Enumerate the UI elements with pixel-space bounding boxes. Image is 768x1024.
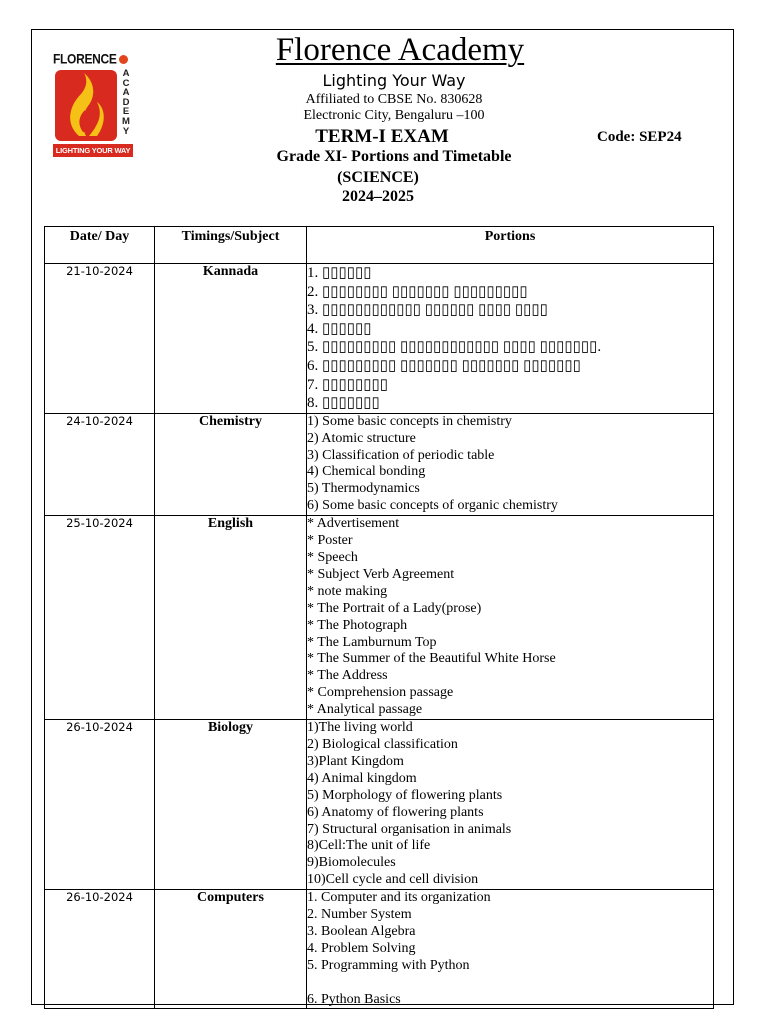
row-portions <box>307 413 714 515</box>
portion-item: * The Address <box>307 668 388 684</box>
logo-wordmark: FLORENCE <box>53 51 117 68</box>
portion-item: 5) Morphology of flowering plants <box>307 787 503 803</box>
logo-band: LIGHTING YOUR WAY <box>53 144 133 157</box>
portion-item: 2. ▯▯▯▯▯▯▯▯ ▯▯▯▯▯▯▯ ▯▯▯▯▯▯▯▯▯ <box>307 283 528 300</box>
portion-item: * Speech <box>307 550 358 565</box>
table-row <box>45 413 714 515</box>
portion-item: * The Photograph <box>307 617 408 633</box>
portion-item: 6. ▯▯▯▯▯▯▯▯▯ ▯▯▯▯▯▯▯ ▯▯▯▯▯▯▯ ▯▯▯▯▯▯▯ <box>307 357 581 374</box>
portion-item: * Poster <box>307 533 353 549</box>
portion-item: 7. ▯▯▯▯▯▯▯▯ <box>307 376 389 393</box>
logo-letter: M <box>122 115 130 127</box>
row-date: 26-10-2024 <box>45 720 155 890</box>
row-date: 24-10-2024 <box>45 413 155 515</box>
logo-letter: D <box>122 96 130 108</box>
portion-blank-line <box>307 975 713 992</box>
portion-item: 3) Classification of periodic table <box>307 447 495 463</box>
header-subject: Timings/Subject <box>155 227 307 264</box>
portion-item: * The Lamburnum Top <box>307 634 437 650</box>
portion-item: 9)Biomolecules <box>307 855 396 871</box>
portion-item: 8. ▯▯▯▯▯▯▯ <box>307 395 380 412</box>
table-row <box>45 720 714 890</box>
logo-letter: C <box>122 77 130 89</box>
portion-item: 4. ▯▯▯▯▯▯ <box>307 320 372 337</box>
logo-letter: A <box>122 87 130 99</box>
portion-item: 6) Anatomy of flowering plants <box>307 804 484 820</box>
row-portions <box>307 516 714 720</box>
exam-code: Code: SEP24 <box>597 129 682 145</box>
row-portions <box>307 720 714 890</box>
portion-item: 2) Atomic structure <box>307 430 416 446</box>
portion-item: 2. Number System <box>307 907 412 923</box>
portion-item: * Subject Verb Agreement <box>307 566 455 582</box>
portion-item: * The Portrait of a Lady(prose) <box>307 600 482 616</box>
portion-item: 1. Computer and its organization <box>307 890 491 906</box>
header-date: Date/ Day <box>45 227 155 264</box>
portion-item: 7) Structural organisation in animals <box>307 821 512 837</box>
portion-item: 4) Animal kingdom <box>307 770 417 786</box>
exam-title: TERM-I EXAM <box>315 126 449 147</box>
row-subject: Biology <box>155 720 307 890</box>
row-subject: Computers <box>155 890 307 1009</box>
portion-item: 1) Some basic concepts in chemistry <box>307 413 512 429</box>
portion-item: * Analytical passage <box>307 702 423 718</box>
row-portions <box>307 890 714 1009</box>
portion-item: 5) Thermodynamics <box>307 481 420 497</box>
portion-item: 5. Programming with Python <box>307 957 470 973</box>
portion-item: 6) Some basic concepts of organic chemistry <box>307 498 558 514</box>
table-row <box>45 516 714 720</box>
row-subject: English <box>155 516 307 720</box>
header-portions: Portions <box>307 227 714 264</box>
stream-line: (SCIENCE) <box>337 169 419 186</box>
logo-letter: E <box>122 106 130 118</box>
school-name: Florence Academy <box>275 32 525 68</box>
logo-letter: A <box>122 68 130 79</box>
portion-item: 8)Cell:The unit of life <box>307 838 431 854</box>
table-row <box>45 264 714 414</box>
table-header-row <box>45 227 714 264</box>
row-portions <box>307 264 714 414</box>
portion-item: 4) Chemical bonding <box>307 464 426 480</box>
portion-item: 4. Problem Solving <box>307 940 416 956</box>
row-date: 26-10-2024 <box>45 890 155 1009</box>
portion-item: 1. ▯▯▯▯▯▯ <box>307 265 372 281</box>
academic-year: 2024–2025 <box>342 188 414 205</box>
timetable <box>44 226 714 1009</box>
logo-letter: Y <box>122 125 130 137</box>
portion-item: 10)Cell cycle and cell division <box>307 872 479 888</box>
portion-item: 1)The living world <box>307 720 413 736</box>
affiliation-line: Affiliated to CBSE No. 830628 <box>305 92 483 107</box>
row-subject: Chemistry <box>155 413 307 515</box>
row-date: 25-10-2024 <box>45 516 155 720</box>
portion-item: * note making <box>307 583 388 599</box>
portion-item: * Comprehension passage <box>307 685 454 701</box>
address-line: Electronic City, Bengaluru –100 <box>303 108 485 123</box>
portion-item: 3. ▯▯▯▯▯▯▯▯▯▯▯▯ ▯▯▯▯▯▯ ▯▯▯▯ ▯▯▯▯ <box>307 302 548 319</box>
portion-item: 3. Boolean Algebra <box>307 923 416 939</box>
portion-item: * The Summer of the Beautiful White Horse <box>307 651 556 667</box>
portion-item: 2) Biological classification <box>307 736 458 752</box>
portion-item: * Advertisement <box>307 516 400 532</box>
portion-item: 6. Python Basics <box>307 991 401 1007</box>
table-row <box>45 890 714 1009</box>
row-subject: Kannada <box>155 264 307 414</box>
portion-item: 5. ▯▯▯▯▯▯▯▯▯ ▯▯▯▯▯▯▯▯▯▯▯▯ ▯▯▯▯ ▯▯▯▯▯▯▯. <box>307 339 602 356</box>
school-tagline: Lighting Your Way <box>322 71 466 90</box>
row-date: 21-10-2024 <box>45 264 155 414</box>
portion-item: 3)Plant Kingdom <box>307 753 404 769</box>
grade-line: Grade XI- Portions and Timetable <box>276 148 512 165</box>
